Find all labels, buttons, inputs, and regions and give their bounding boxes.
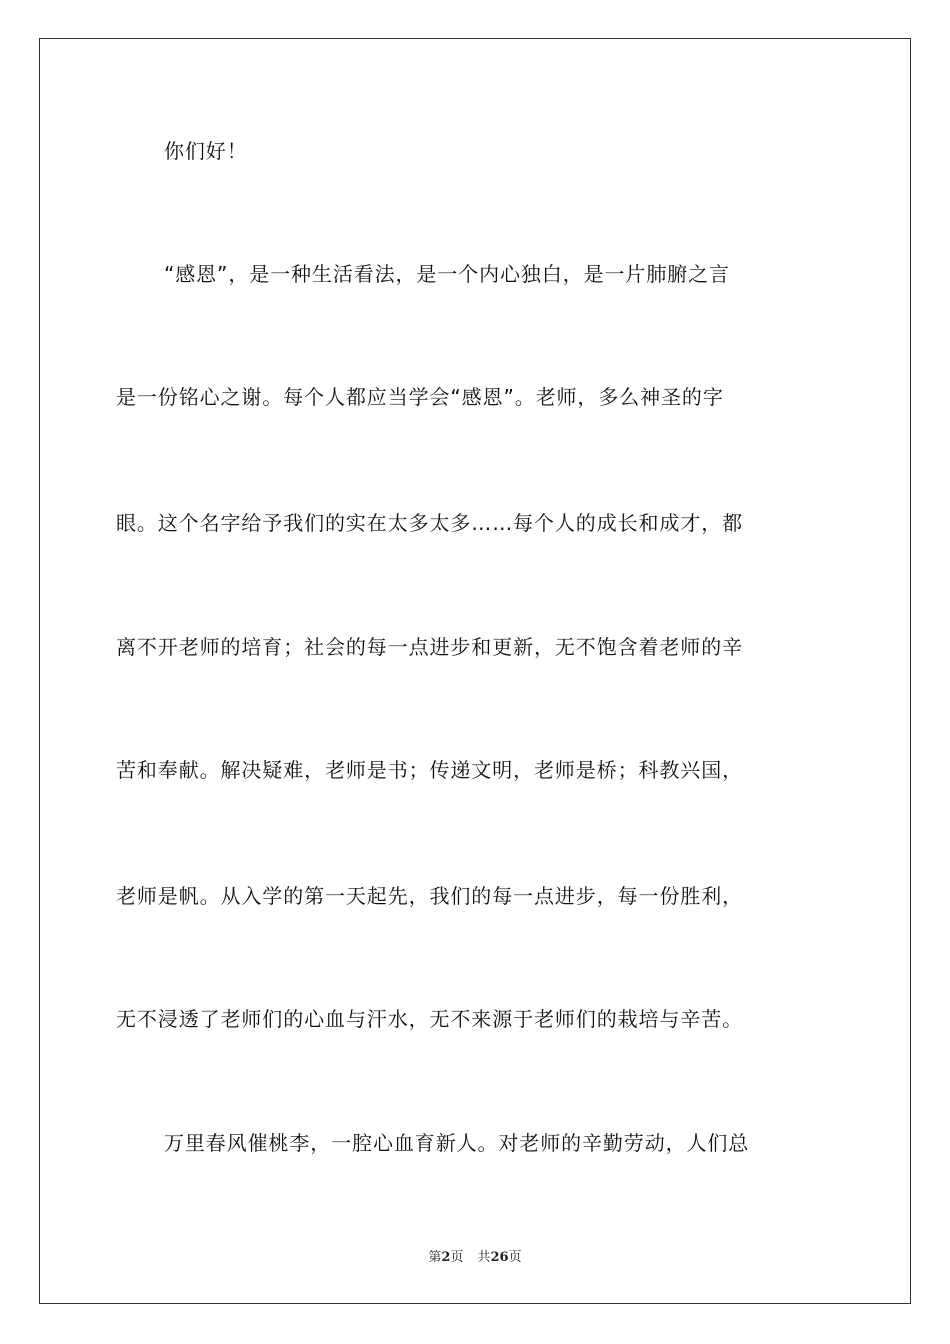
paragraph-line: 是一份铭心之谢。每个人都应当学会“感恩”。老师，多么神圣的字 bbox=[116, 385, 724, 409]
paragraph-line: 老师是帆。从入学的第一天起先，我们的每一点进步，每一份胜利， bbox=[116, 884, 743, 908]
total-prefix: 共 bbox=[477, 1250, 491, 1265]
paragraph-line: 无不浸透了老师们的心血与汗水，无不来源于老师们的栽培与辛苦。 bbox=[116, 1007, 743, 1031]
page-suffix: 页 bbox=[450, 1250, 464, 1265]
paragraph-line: 离不开老师的培育；社会的每一点进步和更新，无不饱含着老师的辛 bbox=[116, 635, 743, 659]
paragraph-line: 苦和奉献。解决疑难，老师是书；传递文明，老师是桥；科教兴国， bbox=[116, 758, 743, 782]
page-border bbox=[39, 38, 911, 1304]
page-footer bbox=[0, 1246, 950, 1265]
paragraph-line: “感恩”，是一种生活看法，是一个内心独白，是一片肺腑之言 bbox=[164, 262, 730, 286]
page-prefix: 第 bbox=[428, 1250, 442, 1265]
greeting-line: 你们好！ bbox=[164, 139, 248, 163]
total-pages: 26 bbox=[490, 1250, 509, 1265]
paragraph-line: 万里春风催桃李，一腔心血育新人。对老师的辛勤劳动，人们总 bbox=[164, 1131, 750, 1155]
total-suffix: 页 bbox=[508, 1250, 522, 1265]
page-number: 2 bbox=[441, 1250, 451, 1265]
paragraph-line: 眼。这个名字给予我们的实在太多太多……每个人的成长和成才，都 bbox=[116, 511, 743, 535]
